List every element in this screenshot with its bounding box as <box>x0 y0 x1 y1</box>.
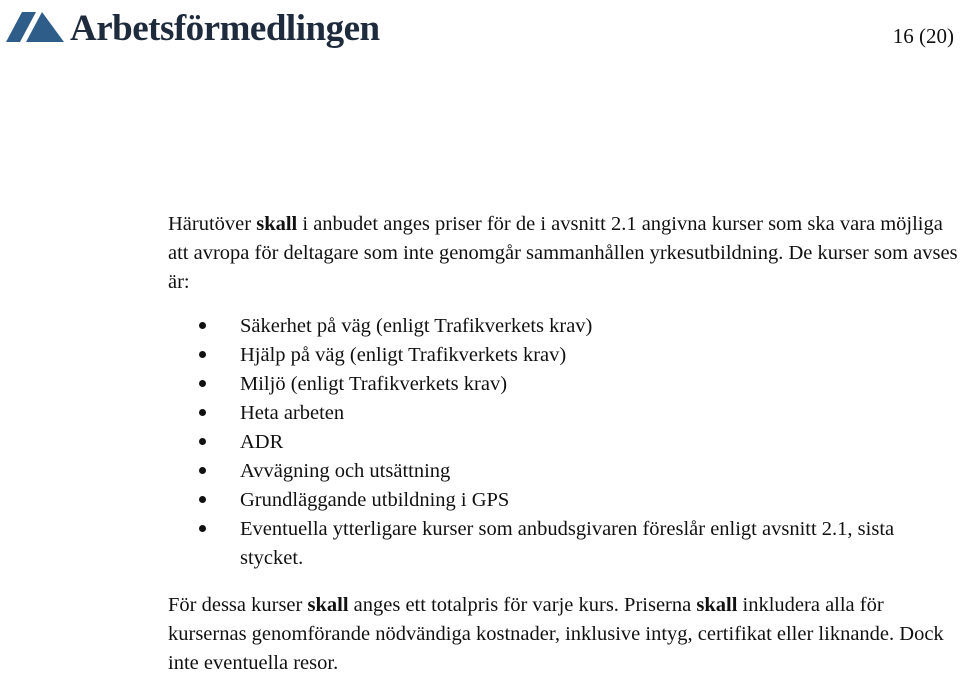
bullet-icon <box>199 496 206 503</box>
list-item <box>168 312 958 341</box>
bullet-icon <box>199 409 206 416</box>
course-label: Grundläggande utbildning i GPS <box>240 489 510 511</box>
pricing-paragraph <box>168 591 958 678</box>
intro-text-1: Härutöver <box>168 213 257 235</box>
list-item <box>168 428 958 457</box>
intro-bold-skall: skall <box>256 213 298 235</box>
logo-text: Arbetsförmedlingen <box>70 7 380 49</box>
arbetsformedlingen-logo-icon <box>6 12 64 42</box>
list-item <box>168 457 958 486</box>
bullet-icon <box>199 525 206 532</box>
pricing-text-1: För dessa kurser <box>168 594 308 616</box>
pricing-bold-skall-2: skall <box>696 594 738 616</box>
course-label: Miljö (enligt Trafikverkets krav) <box>240 373 508 395</box>
course-label: Heta arbeten <box>240 402 345 424</box>
list-item <box>168 399 958 428</box>
course-label: Avvägning och utsättning <box>240 460 451 482</box>
list-item <box>168 515 958 573</box>
pricing-text-3: inkludera alla för kursernas genomförande nödvändiga kostnader, inklusive intyg, certifikat eller liknande. Dock inte eventuella resor. <box>168 594 944 674</box>
logo <box>6 4 380 50</box>
list-item <box>168 370 958 399</box>
course-list <box>168 312 958 573</box>
course-label: Eventuella ytterligare kurser som anbudsgivaren föreslår enligt avsnitt 2.1, sista stycket. <box>240 518 895 569</box>
list-item <box>168 341 958 370</box>
pricing-bold-skall-1: skall <box>307 594 349 616</box>
bullet-icon <box>199 467 206 474</box>
course-label: Säkerhet på väg (enligt Trafikverkets krav) <box>240 315 593 337</box>
course-label: ADR <box>240 431 284 453</box>
list-item <box>168 486 958 515</box>
bullet-icon <box>199 380 206 387</box>
intro-paragraph <box>168 210 958 297</box>
pricing-text-2: anges ett totalpris för varje kurs. Priserna <box>348 594 697 616</box>
page-number: 16 (20) <box>892 24 954 48</box>
document-body <box>168 210 958 678</box>
bullet-icon <box>199 351 206 358</box>
intro-text-2: i anbudet anges priser för de i avsnitt 2.1 angivna kurser som ska vara möjliga att avropa för deltagare som inte genomgår sammanhållen yrkesutbildning. De kurser som avses är: <box>168 213 958 293</box>
bullet-icon <box>199 322 206 329</box>
bullet-icon <box>199 438 206 445</box>
course-label: Hjälp på väg (enligt Trafikverkets krav) <box>240 344 567 366</box>
